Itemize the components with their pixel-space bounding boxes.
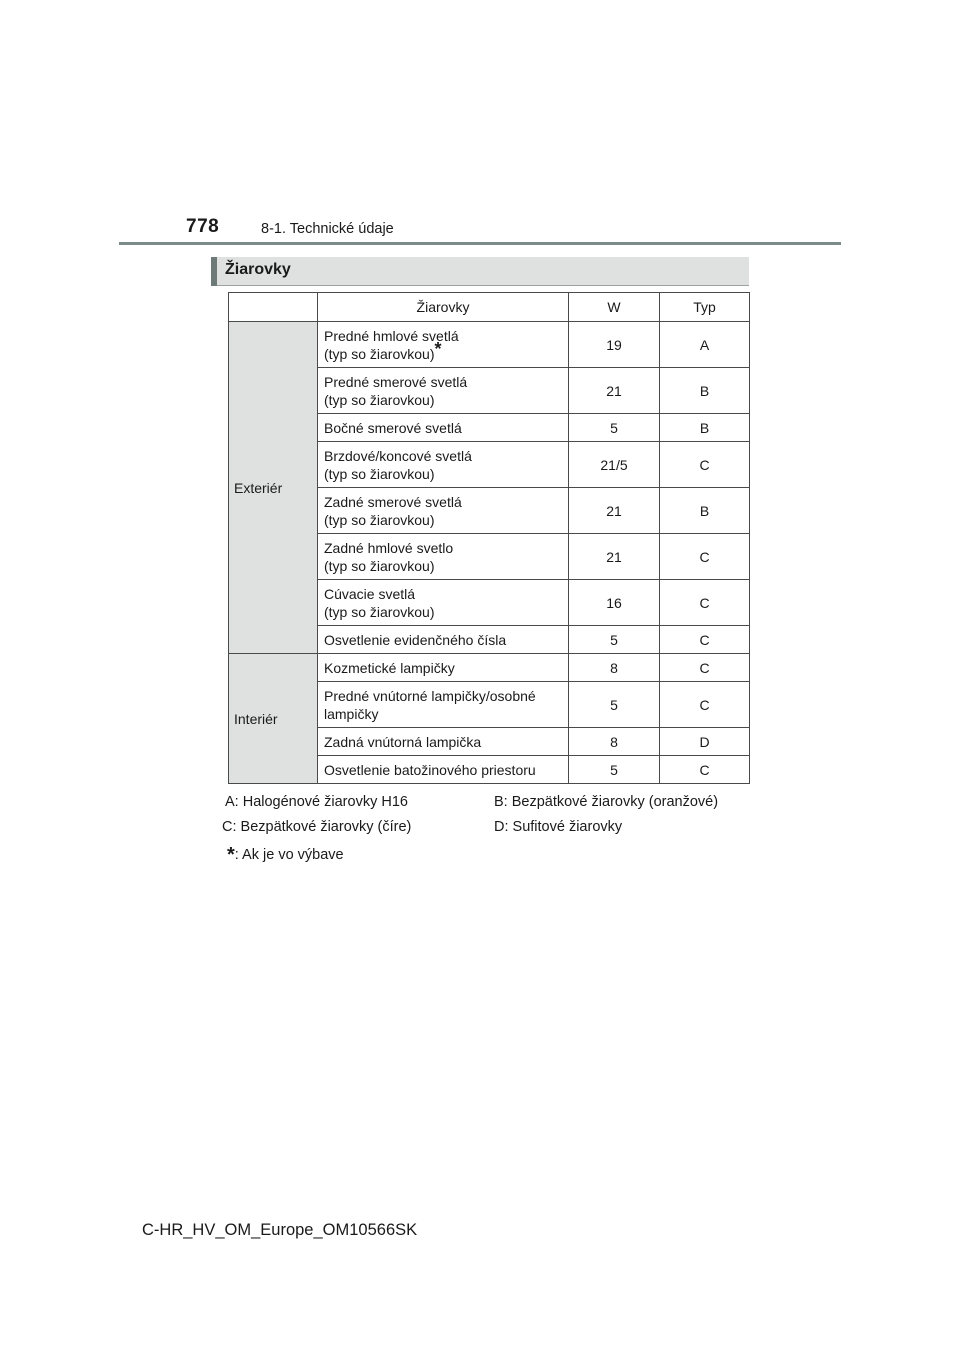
section-title: Žiarovky xyxy=(225,261,291,278)
bulb-type: C xyxy=(660,682,750,728)
bulb-name: Zadná vnútorná lampička xyxy=(318,728,569,756)
column-header-watt: W xyxy=(569,293,660,322)
bulb-name: Osvetlenie batožinového priestoru xyxy=(318,756,569,784)
bulb-name-line2: (typ so žiarovkou) xyxy=(324,391,435,408)
bulb-name-line2: lampičky xyxy=(324,705,379,722)
table-row xyxy=(229,654,750,682)
group-label-interior: Interiér xyxy=(229,654,318,784)
asterisk-footnote-mark: * xyxy=(434,338,442,359)
bulb-watt: 21/5 xyxy=(569,442,660,488)
bulb-watt: 8 xyxy=(569,728,660,756)
bulb-name xyxy=(318,682,569,728)
bulb-name: Osvetlenie evidenčného čísla xyxy=(318,626,569,654)
bulb-name-line1: Predné vnútorné lampičky/osobné xyxy=(324,687,536,704)
section-header-bar xyxy=(211,257,217,286)
bulb-watt: 5 xyxy=(569,682,660,728)
table-header-row xyxy=(229,293,750,322)
section-header xyxy=(211,257,749,286)
bulb-name-line2: (typ so žiarovkou) xyxy=(324,511,435,528)
bulb-name xyxy=(318,322,569,368)
bulb-name xyxy=(318,580,569,626)
bulb-type: A xyxy=(660,322,750,368)
bulb-type: C xyxy=(660,534,750,580)
bulb-type: C xyxy=(660,626,750,654)
bulb-name-line1: Brzdové/koncové svetlá xyxy=(324,447,472,464)
bulb-type: D xyxy=(660,728,750,756)
bulb-name: Bočné smerové svetlá xyxy=(318,414,569,442)
bulb-watt: 21 xyxy=(569,534,660,580)
group-label-exterior: Exteriér xyxy=(229,322,318,654)
footer-code: C-HR_HV_OM_Europe_OM10566SK xyxy=(142,1221,418,1239)
bulb-name: Kozmetické lampičky xyxy=(318,654,569,682)
header-rule xyxy=(119,242,841,245)
chapter-title: 8-1. Technické údaje xyxy=(261,221,394,237)
bulb-name-line1: Zadné smerové svetlá xyxy=(324,493,462,510)
bulb-watt: 5 xyxy=(569,414,660,442)
bulb-watt: 8 xyxy=(569,654,660,682)
bulb-name xyxy=(318,488,569,534)
bulb-name xyxy=(318,442,569,488)
bulb-name-line1: Predné smerové svetlá xyxy=(324,373,468,390)
bulb-name xyxy=(318,368,569,414)
legend-a: A: Halogénové žiarovky H16 xyxy=(225,794,408,810)
bulb-name-line1: Predné hmlové svetlá xyxy=(324,327,459,344)
footnote-text: : Ak je vo výbave xyxy=(234,847,344,863)
column-header-bulb: Žiarovky xyxy=(318,293,569,322)
bulb-type: C xyxy=(660,654,750,682)
legend-b: B: Bezpätkové žiarovky (oranžové) xyxy=(494,794,719,810)
bulb-type: C xyxy=(660,756,750,784)
bulb-type: B xyxy=(660,368,750,414)
bulb-watt: 5 xyxy=(569,626,660,654)
bulb-watt: 16 xyxy=(569,580,660,626)
bulb-name-line2: (typ so žiarovkou) xyxy=(324,603,435,620)
bulb-watt: 21 xyxy=(569,368,660,414)
column-header-type: Typ xyxy=(660,293,750,322)
column-header-group xyxy=(229,293,318,322)
footnote xyxy=(227,842,344,865)
table-row xyxy=(229,322,750,368)
bulb-name-line2: (typ so žiarovkou) xyxy=(324,345,435,362)
bulb-name-line2: (typ so žiarovkou) xyxy=(324,465,435,482)
bulb-type: B xyxy=(660,488,750,534)
bulb-name-line1: Zadné hmlové svetlo xyxy=(324,539,454,556)
bulbs-table xyxy=(228,292,750,784)
legend-c: C: Bezpätkové žiarovky (číre) xyxy=(222,819,412,835)
bulb-type: C xyxy=(660,580,750,626)
bulb-name-line2: (typ so žiarovkou) xyxy=(324,557,435,574)
bulb-watt: 21 xyxy=(569,488,660,534)
bulb-type: C xyxy=(660,442,750,488)
asterisk-icon: * xyxy=(227,844,235,866)
legend-d: D: Sufitové žiarovky xyxy=(494,819,623,835)
bulb-watt: 5 xyxy=(569,756,660,784)
bulb-name xyxy=(318,534,569,580)
bulb-type: B xyxy=(660,414,750,442)
bulb-watt: 19 xyxy=(569,322,660,368)
bulb-name-line1: Cúvacie svetlá xyxy=(324,585,416,602)
page-number: 778 xyxy=(186,216,220,237)
